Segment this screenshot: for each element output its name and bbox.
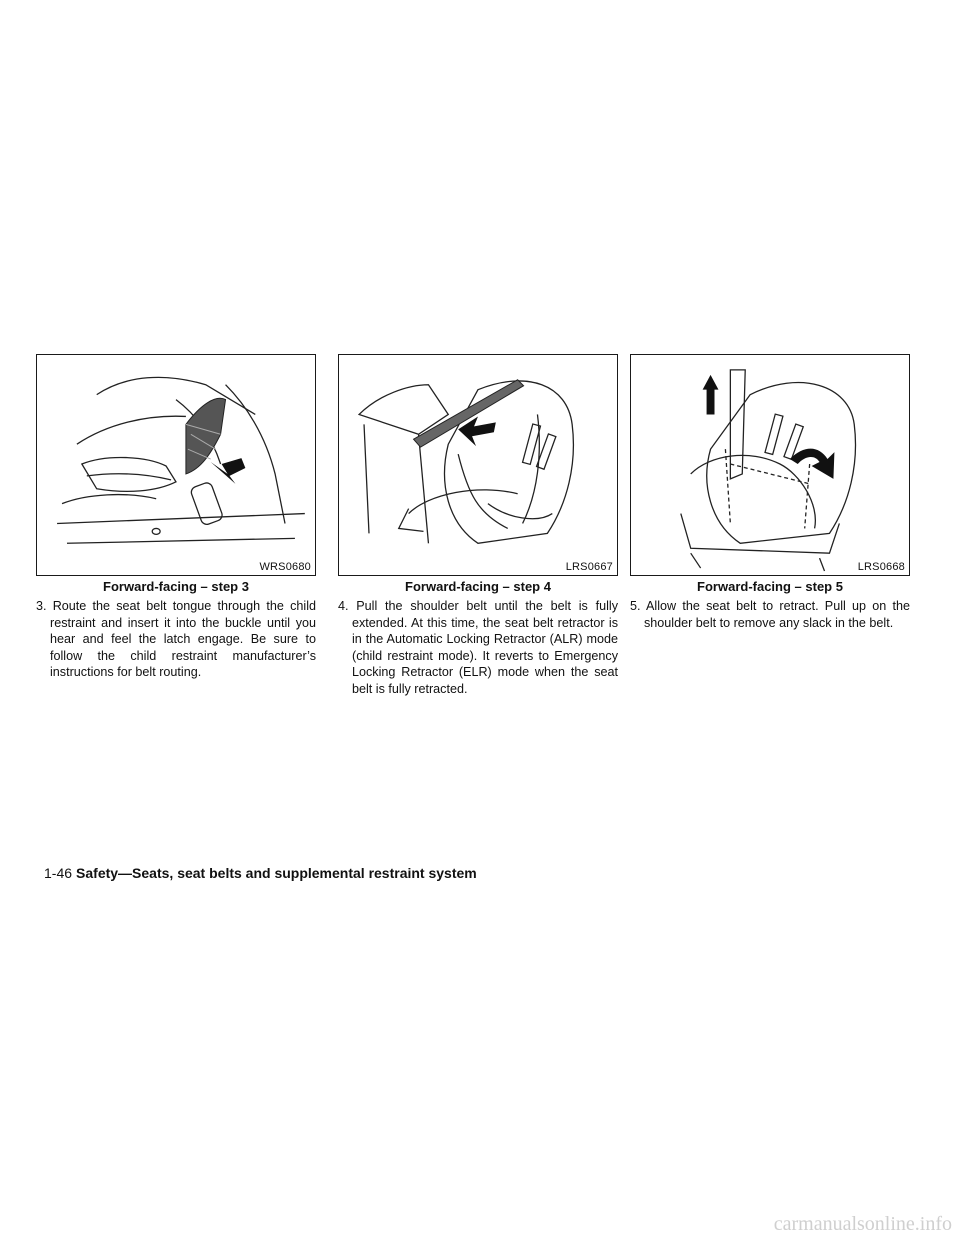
figure-caption: Forward-facing – step 3 [103,579,249,594]
figure-caption: Forward-facing – step 5 [697,579,843,594]
step-5-text: 5. Allow the seat belt to retract. Pull up on the shoulder belt to remove any slack in the belt. [630,599,910,630]
figure-step-5 [630,354,910,576]
section-title: Safety—Seats, seat belts and supplemental restraint system [76,865,477,881]
figure-code: LRS0667 [565,561,613,573]
figure-code: LRS0668 [857,561,905,573]
page-number: 1-46 [44,865,73,881]
figure-step-3 [36,354,316,576]
figure-step-4 [338,354,618,576]
page-footer [44,865,477,881]
illustration-belt-retract [631,355,909,575]
illustration-shoulder-belt [339,355,617,575]
step-4-text: 4. Pull the shoulder belt until the belt is fully extended. At this time, the seat belt retractor is in the Automatic Locking Retractor (ALR) mode (child restraint mode). It reverts to Emergency Locking Retractor (ELR) mode when the seat belt is fully retracted. [338,599,618,696]
figure-caption: Forward-facing – step 4 [405,579,551,594]
step-3-text: 3. Route the seat belt tongue through the child restraint and insert it into the buckle until you hear and feel the latch engage. Be sure to follow the child restraint manufacturer’s instructions for belt routing. [36,599,316,680]
watermark: carmanualsonline.info [773,1213,952,1235]
figure-code: WRS0680 [259,561,311,573]
illustration-belt-buckle [37,355,315,575]
